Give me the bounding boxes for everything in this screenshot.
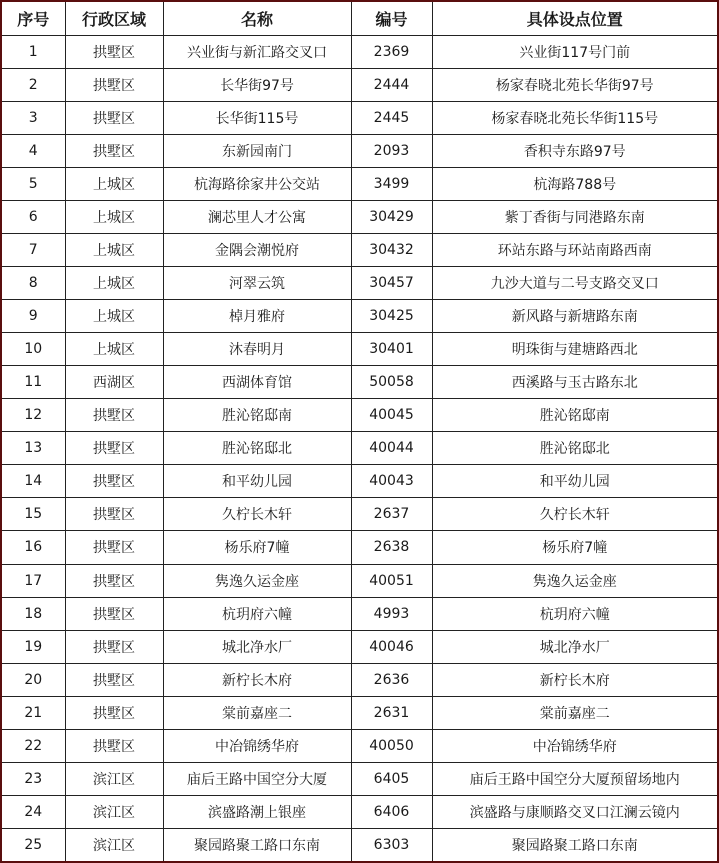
cell-district: 上城区 xyxy=(65,267,163,300)
cell-location: 西溪路与玉古路东北 xyxy=(432,366,717,399)
cell-name: 滨盛路潮上银座 xyxy=(163,795,351,828)
cell-seq: 20 xyxy=(2,663,65,696)
cell-district: 上城区 xyxy=(65,300,163,333)
cell-name: 胜沁铭邸北 xyxy=(163,432,351,465)
cell-name: 棹月雅府 xyxy=(163,300,351,333)
cell-location: 城北净水厂 xyxy=(432,630,717,663)
cell-code: 40045 xyxy=(351,399,432,432)
cell-district: 拱墅区 xyxy=(65,597,163,630)
cell-seq: 6 xyxy=(2,201,65,234)
cell-district: 拱墅区 xyxy=(65,36,163,69)
cell-name: 长华街115号 xyxy=(163,102,351,135)
cell-district: 拱墅区 xyxy=(65,663,163,696)
cell-name: 西湖体育馆 xyxy=(163,366,351,399)
cell-name: 杭海路徐家井公交站 xyxy=(163,168,351,201)
table-row xyxy=(2,69,717,102)
cell-district: 拱墅区 xyxy=(65,399,163,432)
cell-code: 6405 xyxy=(351,762,432,795)
cell-seq: 1 xyxy=(2,36,65,69)
cell-district: 拱墅区 xyxy=(65,498,163,531)
cell-code: 2444 xyxy=(351,69,432,102)
cell-code: 40050 xyxy=(351,729,432,762)
cell-location: 香积寺东路97号 xyxy=(432,135,717,168)
table-row xyxy=(2,168,717,201)
cell-seq: 24 xyxy=(2,795,65,828)
cell-name: 澜芯里人才公寓 xyxy=(163,201,351,234)
cell-location: 杭海路788号 xyxy=(432,168,717,201)
cell-code: 40043 xyxy=(351,465,432,498)
cell-code: 2631 xyxy=(351,696,432,729)
cell-name: 东新园南门 xyxy=(163,135,351,168)
table-row xyxy=(2,399,717,432)
cell-seq: 13 xyxy=(2,432,65,465)
cell-seq: 4 xyxy=(2,135,65,168)
cell-seq: 10 xyxy=(2,333,65,366)
cell-name: 兴业街与新汇路交叉口 xyxy=(163,36,351,69)
cell-name: 隽逸久运金座 xyxy=(163,564,351,597)
table-row xyxy=(2,465,717,498)
cell-location: 杨家春晓北苑长华街97号 xyxy=(432,69,717,102)
cell-district: 拱墅区 xyxy=(65,135,163,168)
cell-seq: 17 xyxy=(2,564,65,597)
cell-district: 滨江区 xyxy=(65,828,163,861)
cell-location: 杨家春晓北苑长华街115号 xyxy=(432,102,717,135)
cell-code: 2093 xyxy=(351,135,432,168)
cell-location: 隽逸久运金座 xyxy=(432,564,717,597)
table-row xyxy=(2,333,717,366)
cell-seq: 21 xyxy=(2,696,65,729)
cell-district: 拱墅区 xyxy=(65,531,163,564)
table-row xyxy=(2,267,717,300)
cell-code: 4993 xyxy=(351,597,432,630)
cell-name: 久柠长木轩 xyxy=(163,498,351,531)
header-location: 具体设点位置 xyxy=(432,2,717,36)
cell-code: 50058 xyxy=(351,366,432,399)
cell-code: 3499 xyxy=(351,168,432,201)
cell-code: 30401 xyxy=(351,333,432,366)
cell-seq: 8 xyxy=(2,267,65,300)
table-row xyxy=(2,795,717,828)
cell-location: 棠前嘉座二 xyxy=(432,696,717,729)
cell-name: 胜沁铭邸南 xyxy=(163,399,351,432)
cell-location: 紫丁香街与同港路东南 xyxy=(432,201,717,234)
table-row xyxy=(2,696,717,729)
cell-location: 九沙大道与二号支路交叉口 xyxy=(432,267,717,300)
cell-location: 久柠长木轩 xyxy=(432,498,717,531)
cell-seq: 12 xyxy=(2,399,65,432)
cell-district: 西湖区 xyxy=(65,366,163,399)
cell-district: 上城区 xyxy=(65,168,163,201)
table-row xyxy=(2,663,717,696)
cell-code: 2638 xyxy=(351,531,432,564)
cell-seq: 18 xyxy=(2,597,65,630)
cell-district: 拱墅区 xyxy=(65,465,163,498)
cell-district: 拱墅区 xyxy=(65,69,163,102)
cell-district: 上城区 xyxy=(65,201,163,234)
cell-name: 河翠云筑 xyxy=(163,267,351,300)
cell-code: 2445 xyxy=(351,102,432,135)
table-row xyxy=(2,201,717,234)
cell-code: 6303 xyxy=(351,828,432,861)
cell-district: 滨江区 xyxy=(65,795,163,828)
cell-name: 沐春明月 xyxy=(163,333,351,366)
cell-seq: 25 xyxy=(2,828,65,861)
table-row xyxy=(2,762,717,795)
cell-seq: 15 xyxy=(2,498,65,531)
cell-seq: 23 xyxy=(2,762,65,795)
table-body xyxy=(2,36,717,862)
header-seq: 序号 xyxy=(2,2,65,36)
cell-name: 金隅会潮悦府 xyxy=(163,234,351,267)
cell-district: 拱墅区 xyxy=(65,630,163,663)
cell-code: 40046 xyxy=(351,630,432,663)
cell-code: 40051 xyxy=(351,564,432,597)
cell-location: 胜沁铭邸北 xyxy=(432,432,717,465)
table-row xyxy=(2,102,717,135)
cell-name: 庙后王路中国空分大厦 xyxy=(163,762,351,795)
cell-location: 和平幼儿园 xyxy=(432,465,717,498)
cell-name: 棠前嘉座二 xyxy=(163,696,351,729)
charging-points-table xyxy=(2,2,717,861)
cell-location: 杭玥府六幢 xyxy=(432,597,717,630)
table-row xyxy=(2,597,717,630)
cell-location: 明珠街与建塘路西北 xyxy=(432,333,717,366)
header-code: 编号 xyxy=(351,2,432,36)
table-row xyxy=(2,498,717,531)
cell-seq: 16 xyxy=(2,531,65,564)
table-row xyxy=(2,630,717,663)
cell-name: 聚园路聚工路口东南 xyxy=(163,828,351,861)
cell-code: 6406 xyxy=(351,795,432,828)
cell-district: 拱墅区 xyxy=(65,696,163,729)
cell-seq: 2 xyxy=(2,69,65,102)
cell-name: 杭玥府六幢 xyxy=(163,597,351,630)
cell-location: 环站东路与环站南路西南 xyxy=(432,234,717,267)
table-row xyxy=(2,729,717,762)
table-row xyxy=(2,36,717,69)
header-district: 行政区域 xyxy=(65,2,163,36)
table-row xyxy=(2,828,717,861)
cell-location: 兴业街117号门前 xyxy=(432,36,717,69)
table-row xyxy=(2,366,717,399)
cell-code: 30429 xyxy=(351,201,432,234)
header-row xyxy=(2,2,717,36)
cell-location: 新柠长木府 xyxy=(432,663,717,696)
cell-seq: 7 xyxy=(2,234,65,267)
cell-name: 长华街97号 xyxy=(163,69,351,102)
table-row xyxy=(2,432,717,465)
cell-seq: 3 xyxy=(2,102,65,135)
cell-name: 杨乐府7幢 xyxy=(163,531,351,564)
cell-district: 上城区 xyxy=(65,333,163,366)
cell-name: 新柠长木府 xyxy=(163,663,351,696)
cell-seq: 9 xyxy=(2,300,65,333)
cell-location: 新风路与新塘路东南 xyxy=(432,300,717,333)
cell-name: 中冶锦绣华府 xyxy=(163,729,351,762)
cell-seq: 19 xyxy=(2,630,65,663)
cell-district: 拱墅区 xyxy=(65,564,163,597)
cell-location: 杨乐府7幢 xyxy=(432,531,717,564)
cell-location: 庙后王路中国空分大厦预留场地内 xyxy=(432,762,717,795)
cell-code: 30457 xyxy=(351,267,432,300)
cell-district: 拱墅区 xyxy=(65,102,163,135)
cell-district: 上城区 xyxy=(65,234,163,267)
cell-seq: 14 xyxy=(2,465,65,498)
cell-code: 30425 xyxy=(351,300,432,333)
header-name: 名称 xyxy=(163,2,351,36)
cell-code: 2369 xyxy=(351,36,432,69)
table-row xyxy=(2,300,717,333)
table-row xyxy=(2,531,717,564)
cell-location: 滨盛路与康顺路交叉口江澜云镜内 xyxy=(432,795,717,828)
cell-district: 拱墅区 xyxy=(65,432,163,465)
cell-seq: 5 xyxy=(2,168,65,201)
cell-code: 30432 xyxy=(351,234,432,267)
cell-location: 胜沁铭邸南 xyxy=(432,399,717,432)
cell-seq: 11 xyxy=(2,366,65,399)
cell-code: 40044 xyxy=(351,432,432,465)
cell-code: 2637 xyxy=(351,498,432,531)
table-row xyxy=(2,234,717,267)
cell-name: 和平幼儿园 xyxy=(163,465,351,498)
cell-district: 滨江区 xyxy=(65,762,163,795)
cell-location: 聚园路聚工路口东南 xyxy=(432,828,717,861)
cell-code: 2636 xyxy=(351,663,432,696)
cell-seq: 22 xyxy=(2,729,65,762)
cell-district: 拱墅区 xyxy=(65,729,163,762)
table-row xyxy=(2,135,717,168)
table-row xyxy=(2,564,717,597)
cell-name: 城北净水厂 xyxy=(163,630,351,663)
cell-location: 中冶锦绣华府 xyxy=(432,729,717,762)
